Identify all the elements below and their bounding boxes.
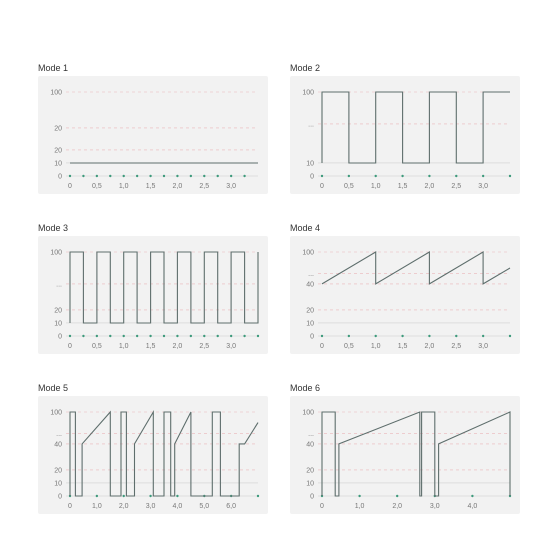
- series-line: [70, 412, 258, 496]
- y-tick-label: 20: [54, 467, 62, 475]
- x-tick-label: 2,0: [392, 503, 403, 510]
- x-dot: [428, 175, 430, 177]
- x-tick-label: 0: [68, 183, 72, 190]
- chart-box: [38, 236, 268, 354]
- x-dot: [203, 175, 205, 177]
- x-dot: [482, 175, 484, 177]
- x-tick-label: 1,0: [370, 183, 381, 190]
- x-dot: [428, 335, 430, 337]
- x-dot: [257, 335, 259, 337]
- x-tick-label: 0: [320, 343, 324, 350]
- y-tick-label: 20: [54, 125, 62, 133]
- x-dot: [69, 175, 71, 177]
- x-tick-label: 2,5: [199, 343, 210, 350]
- y-tick-label: 20: [54, 147, 62, 155]
- x-dot: [149, 335, 151, 337]
- x-dot: [203, 335, 205, 337]
- chart-title: Mode 2: [290, 63, 321, 73]
- chart-box: [38, 76, 268, 194]
- y-tick-label: 100: [50, 249, 62, 257]
- x-tick-label: 5,0: [199, 503, 210, 510]
- x-dot: [482, 335, 484, 337]
- chart-title: Mode 4: [290, 223, 321, 233]
- y-tick-label: 0: [58, 333, 62, 341]
- x-dot: [401, 175, 403, 177]
- y-tick-label: 0: [310, 333, 314, 341]
- x-tick-label: 0,5: [91, 343, 102, 350]
- x-tick-label: 1,5: [145, 343, 156, 350]
- x-dot: [348, 175, 350, 177]
- chart-svg: [290, 236, 520, 354]
- x-tick-label: 1,5: [397, 343, 408, 350]
- x-dot: [82, 175, 84, 177]
- x-tick-label: 0: [320, 503, 324, 510]
- x-dot: [230, 335, 232, 337]
- x-dot: [176, 495, 178, 497]
- y-tick-label: ...: [308, 430, 314, 438]
- y-tick-label: 20: [306, 307, 314, 315]
- x-dot: [471, 495, 473, 497]
- y-tick-label: ...: [308, 270, 314, 278]
- y-tick-label: 0: [310, 493, 314, 501]
- x-dot: [455, 175, 457, 177]
- chart-panel-mode-6: [290, 382, 520, 514]
- x-tick-label: 2,5: [199, 183, 210, 190]
- y-tick-label: 10: [306, 320, 314, 328]
- y-tick-label: 10: [54, 160, 62, 168]
- chart-box: [38, 396, 268, 514]
- y-tick-label: ...: [308, 121, 314, 129]
- x-tick-label: 1,5: [145, 183, 156, 190]
- x-dot: [109, 175, 111, 177]
- x-tick-label: 2,0: [424, 343, 435, 350]
- x-dot: [375, 175, 377, 177]
- chart-panel-mode-1: [38, 62, 268, 194]
- series-line: [322, 252, 510, 284]
- y-tick-label: 10: [54, 320, 62, 328]
- x-tick-label: 0: [68, 503, 72, 510]
- chart-panel-mode-3: [38, 222, 268, 354]
- chart-box: [290, 236, 520, 354]
- y-tick-label: 10: [54, 480, 62, 488]
- x-tick-label: 1,0: [370, 343, 381, 350]
- y-tick-label: 0: [58, 493, 62, 501]
- x-dot: [217, 335, 219, 337]
- chart-title: Mode 6: [290, 383, 321, 393]
- x-dot: [176, 335, 178, 337]
- x-tick-label: 2,0: [172, 343, 183, 350]
- x-dot: [163, 335, 165, 337]
- x-tick-label: 0,5: [343, 343, 354, 350]
- x-tick-label: 2,5: [451, 343, 462, 350]
- x-tick-label: 1,0: [118, 183, 129, 190]
- x-dot: [217, 175, 219, 177]
- x-dot: [136, 335, 138, 337]
- x-tick-label: 0: [320, 183, 324, 190]
- chart-svg: [290, 396, 520, 514]
- x-dot: [509, 175, 511, 177]
- x-dot: [396, 495, 398, 497]
- x-tick-label: 2,0: [424, 183, 435, 190]
- x-dot: [149, 495, 151, 497]
- x-tick-label: 0,5: [343, 183, 354, 190]
- chart-panel-mode-2: [290, 62, 520, 194]
- y-tick-label: 20: [306, 467, 314, 475]
- x-dot: [163, 175, 165, 177]
- x-dot: [149, 175, 151, 177]
- chart-title: Mode 5: [38, 383, 69, 393]
- x-dot: [109, 335, 111, 337]
- x-dot: [190, 335, 192, 337]
- x-dot: [348, 335, 350, 337]
- chart-panel-mode-4: [290, 222, 520, 354]
- x-tick-label: 1,0: [118, 343, 129, 350]
- x-dot: [230, 175, 232, 177]
- y-tick-label: ...: [56, 430, 62, 438]
- y-tick-label: 40: [306, 441, 314, 449]
- chart-svg: [38, 76, 268, 194]
- x-dot: [375, 335, 377, 337]
- x-tick-label: 3,0: [226, 343, 237, 350]
- x-dot: [176, 175, 178, 177]
- chart-box: [290, 396, 520, 514]
- y-tick-label: 10: [306, 480, 314, 488]
- x-dot: [509, 335, 511, 337]
- x-dot: [96, 175, 98, 177]
- x-tick-label: 2,5: [451, 183, 462, 190]
- y-tick-label: 0: [58, 173, 62, 181]
- x-tick-label: 0,5: [91, 183, 102, 190]
- x-tick-label: 2,0: [118, 503, 129, 510]
- x-tick-label: 6,0: [226, 503, 237, 510]
- x-dot: [321, 335, 323, 337]
- x-dot: [321, 175, 323, 177]
- x-dot: [257, 495, 259, 497]
- x-dot: [82, 335, 84, 337]
- x-tick-label: 1,0: [91, 503, 102, 510]
- x-dot: [358, 495, 360, 497]
- x-dot: [243, 335, 245, 337]
- series-line: [322, 92, 510, 163]
- chart-box: [290, 76, 520, 194]
- series-line: [70, 252, 258, 323]
- y-tick-label: 20: [54, 307, 62, 315]
- chart-panel-mode-5: [38, 382, 268, 514]
- y-tick-label: 40: [306, 281, 314, 289]
- chart-svg: [38, 236, 268, 354]
- y-tick-label: 100: [50, 409, 62, 417]
- x-tick-label: 0: [68, 343, 72, 350]
- x-tick-label: 4,0: [467, 503, 478, 510]
- x-tick-label: 4,0: [172, 503, 183, 510]
- x-tick-label: 3,0: [145, 503, 156, 510]
- y-tick-label: 10: [306, 160, 314, 168]
- x-dot: [69, 335, 71, 337]
- chart-svg: [290, 76, 520, 194]
- x-dot: [243, 175, 245, 177]
- x-tick-label: 1,0: [354, 503, 365, 510]
- chart-title: Mode 3: [38, 223, 69, 233]
- chart-svg: [38, 396, 268, 514]
- x-dot: [190, 175, 192, 177]
- x-dot: [123, 495, 125, 497]
- y-tick-label: 40: [54, 441, 62, 449]
- y-tick-label: 100: [302, 89, 314, 97]
- x-tick-label: 3,0: [478, 183, 489, 190]
- y-tick-label: 100: [50, 89, 62, 97]
- x-tick-label: 2,0: [172, 183, 183, 190]
- y-tick-label: 100: [302, 249, 314, 257]
- y-tick-label: ...: [56, 281, 62, 289]
- x-tick-label: 3,0: [226, 183, 237, 190]
- x-dot: [96, 335, 98, 337]
- x-tick-label: 3,0: [478, 343, 489, 350]
- x-dot: [123, 175, 125, 177]
- x-dot: [123, 335, 125, 337]
- x-tick-label: 3,0: [429, 503, 440, 510]
- x-dot: [401, 335, 403, 337]
- x-dot: [136, 175, 138, 177]
- x-tick-label: 1,5: [397, 183, 408, 190]
- series-line: [322, 412, 510, 496]
- x-dot: [96, 495, 98, 497]
- y-tick-label: 0: [310, 173, 314, 181]
- chart-title: Mode 1: [38, 63, 69, 73]
- y-tick-label: 100: [302, 409, 314, 417]
- x-dot: [455, 335, 457, 337]
